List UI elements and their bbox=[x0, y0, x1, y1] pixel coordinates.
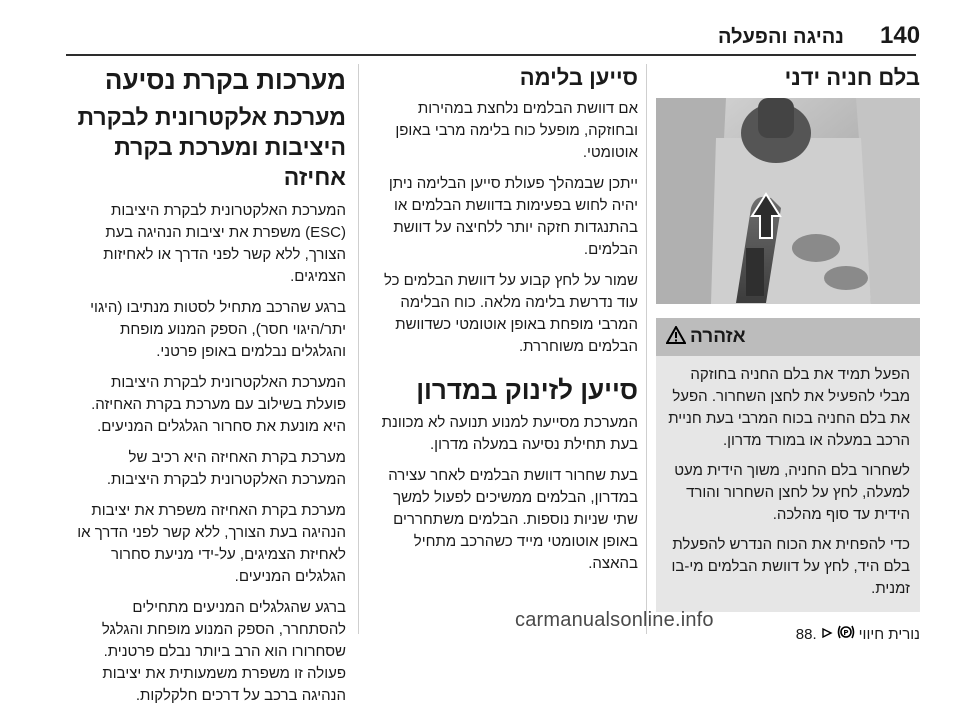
handbrake-illustration bbox=[656, 98, 920, 304]
section-heading-driving-control-systems: מערכות בקרת נסיעה bbox=[104, 65, 346, 95]
warning-triangle-icon bbox=[666, 326, 686, 349]
column-middle bbox=[368, 60, 638, 584]
paragraph: המערכת האלקטרונית לבקרת היציבות פועלת בשילוב עם מערכת בקרת האחיזה. היא מונעת את סחרור הגלגלים המניעים. bbox=[91, 374, 346, 435]
paragraph: ברגע שהרכב מתחיל לסטות מנתיבו (היגוי יתר/היגוי חסר), הספק המנוע מופחת והגלגלים נבלמים באופן פרטני. bbox=[90, 299, 346, 360]
paragraph: אם דוושת הבלמים נלחצת במהירות ובחוזקה, מופעל כוח בלימה מרבי באופן אוטומטי. bbox=[395, 100, 638, 161]
paragraph: מערכת בקרת האחיזה משפרת את יציבות הנהיגה בעת הצורך, ללא קשר לפני הדרך או לאחיזת הצמיגים, על-ידי מניעת סחרור הגלגלים המניעים. bbox=[77, 502, 346, 585]
page-header bbox=[0, 0, 960, 52]
column-divider bbox=[358, 64, 359, 634]
paragraph: מערכת בקרת האחיזה היא רכיב של המערכת האלקטרונית לבקרת היציבות. bbox=[106, 449, 346, 488]
column-divider bbox=[646, 64, 647, 634]
brake-indicator-icon bbox=[837, 624, 855, 644]
warning-header bbox=[656, 318, 920, 356]
section-heading-parking-brake: בלם חניה ידני bbox=[784, 65, 920, 90]
paragraph: ברגע שהגלגלים המניעים מתחילים להסתחרר, הספק המנוע מופחת והגלגל שסחרורו הוא הרב ביותר נבלם פרטנית. פעולה זו משפרת משמעותית את יציבות הנהיגה ברכב על דרכים חלקלקות. bbox=[101, 599, 346, 704]
handbrake-photo bbox=[656, 98, 920, 304]
warning-body bbox=[656, 356, 920, 612]
page-reference-arrow-icon bbox=[821, 626, 833, 643]
header-rule bbox=[66, 54, 916, 56]
section-heading-hill-start-assist: סייען לזינוק במדרון bbox=[416, 375, 638, 405]
watermark: carmanualsonline.info bbox=[515, 609, 714, 631]
paragraph: שמור על לחץ קבוע על דוושת הבלמים כל עוד נדרשת בלימה מלאה. כוח הבלימה המרבי מופחת באופן אוטומטי כשדוושת הבלמים משוחררת. bbox=[383, 272, 638, 355]
page-number: 140 bbox=[880, 22, 921, 49]
column-left bbox=[76, 60, 346, 716]
see-also-prefix: נורית חיווי bbox=[858, 625, 920, 643]
paragraph: בעת שחרור דוושת הבלמים לאחר עצירה במדרון, הבלמים ממשיכים לפעול למשך שתי שניות נוספות. הבלמים משתחררים באופן אוטומטי מייד כשהרכב מתחיל בהאצה. bbox=[388, 467, 638, 572]
warning-paragraph: הפעל תמיד את בלם החניה בחוזקה מבלי להפעיל את לחצן השחרור. הפעל את בלם החניה בכוח המרבי בעת חניית הרכב במעלה או במורד מדרון. bbox=[668, 366, 910, 449]
see-also-page: 88. bbox=[795, 625, 817, 643]
subheading-esc-tc: מערכת אלקטרונית לבקרת היציבות ומערכת בקרת אחיזה bbox=[77, 104, 346, 190]
column-right bbox=[656, 60, 920, 644]
warning-paragraph: כדי להפחית את הכוח הנדרש להפעלת בלם היד, לחץ על דוושת הבלמים מי-בו זמנית. bbox=[671, 536, 910, 597]
warning-paragraph: לשחרור בלם החניה, משוך הידית מעט למעלה, לחץ על לחצן השחרור והורד הידית עד סוף מהלכה. bbox=[674, 462, 910, 523]
section-heading-brake-assist: סייען בלימה bbox=[519, 65, 638, 90]
warning-box bbox=[656, 318, 920, 612]
paragraph: המערכת האלקטרונית לבקרת היציבות (ESC) משפרת את יציבות הנהיגה בעת הצורך, ללא קשר לפני הדרך או לאחיזות הצמיגים. bbox=[103, 202, 346, 285]
paragraph: ייתכן שבמהלך פעולת סייען הבלימה ניתן יהיה לחוש בפעימות בדוושת הבלמים או בהתנגדות חזקה יותר ללחיצה על דוושת הבלמים. bbox=[388, 175, 638, 258]
svg-text:P: P bbox=[843, 629, 849, 637]
chapter-title: נהיגה והפעלה bbox=[718, 26, 844, 48]
warning-title: אזהרה bbox=[690, 326, 746, 347]
paragraph: המערכת מסייעת למנוע תנועה לא מכוונת בעת תחילת נסיעה במעלה מדרון. bbox=[381, 414, 638, 453]
